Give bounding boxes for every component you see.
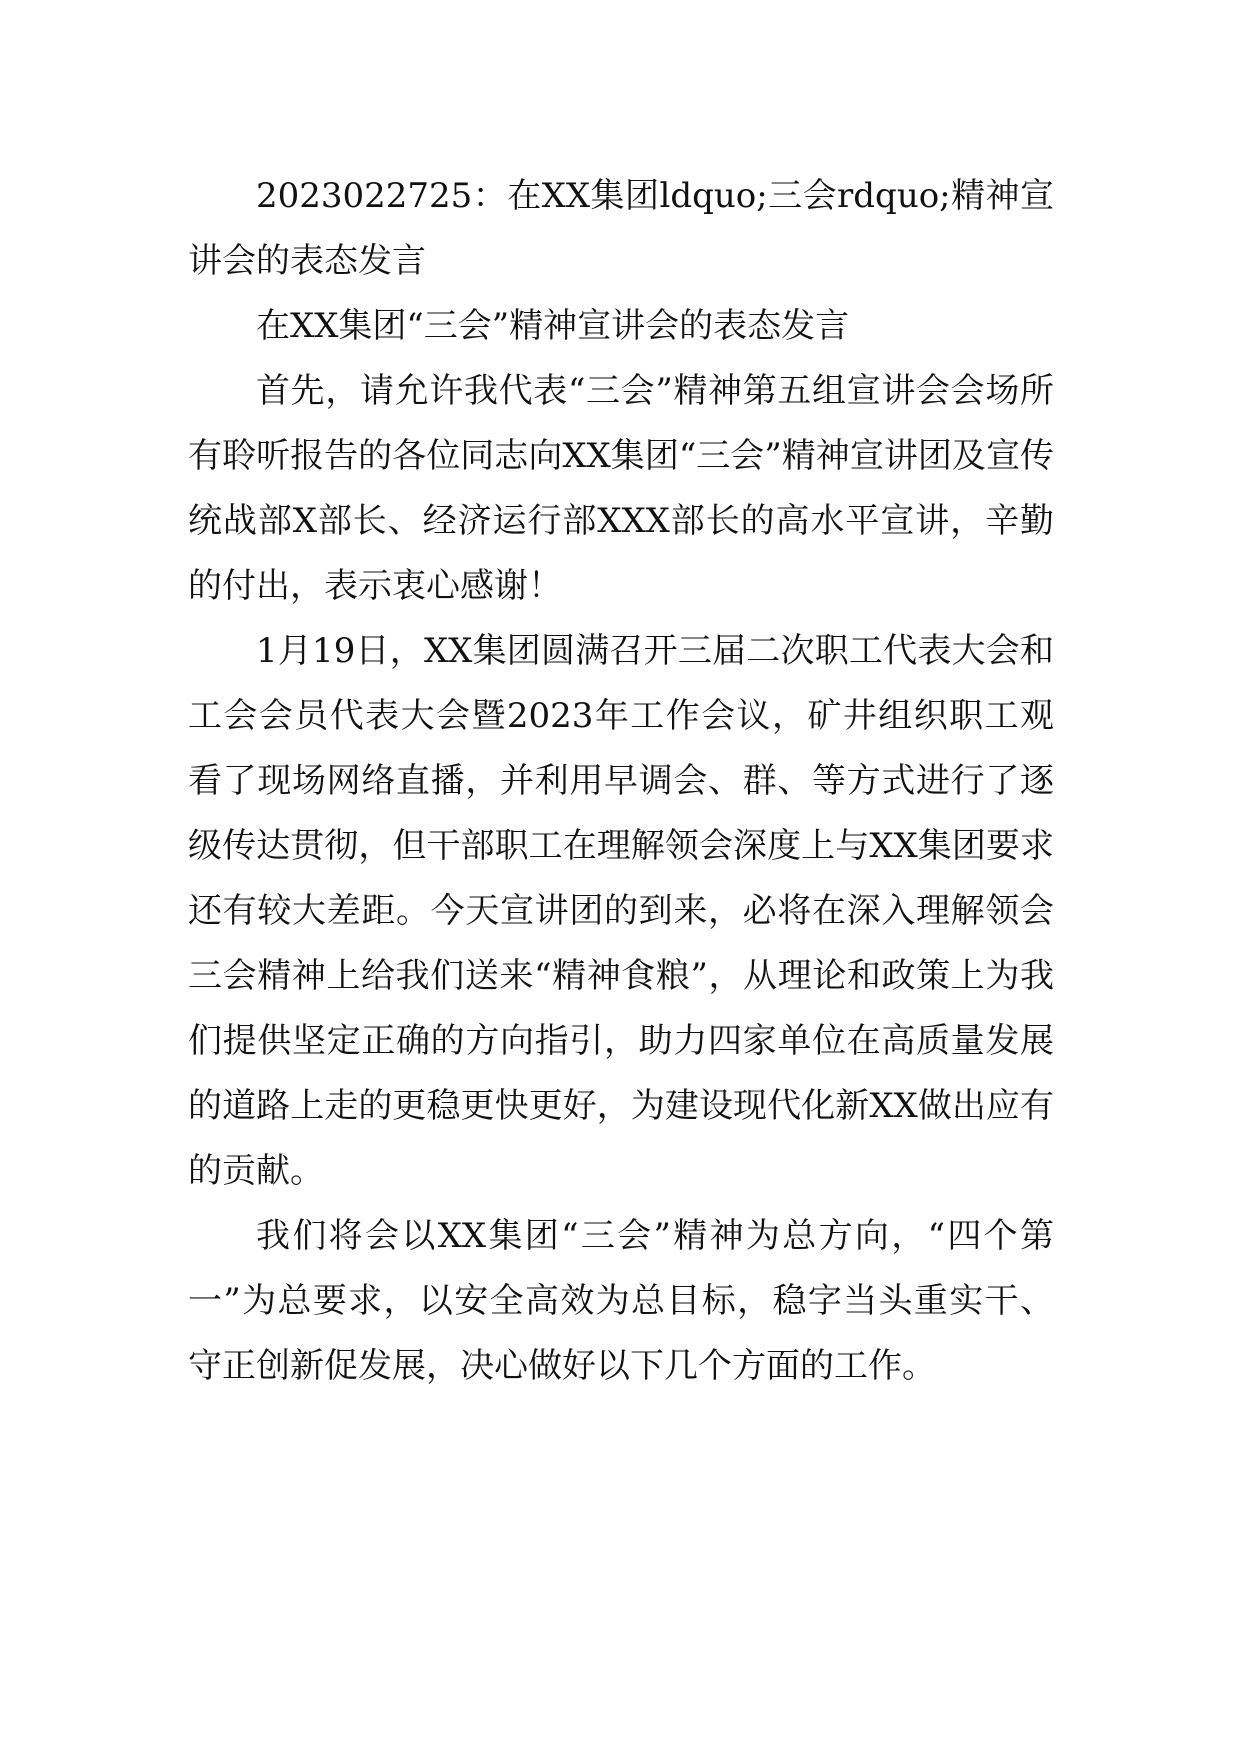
paragraph-meeting: 1月19日，XX集团圆满召开三届二次职工代表大会和工会会员代表大会暨2023年工作会议，矿井组织职工观看了现场网络直播，并利用早调会、群、等方式进行了逐级传达贯彻，但干部职工在理解领会深度上与XX集团要求还有较大差距。今天宣讲团的到来，必将在深入理解领会三会精神上给我们送来“精神食粮”，从理论和政策上为我们提供坚定正确的方向指引，助力四家单位在高质量发展的道路上走的更稳更快更好，为建设现代化新XX做出应有的贡献。 — [188, 631, 1054, 1191]
document-heading-line: 2023022725：在XX集团ldquo;三会rdquo;精神宣讲会的表态发言 — [188, 176, 1054, 281]
document-title: 在XX集团“三会”精神宣讲会的表态发言 — [256, 306, 850, 346]
paragraph-thanks: 首先，请允许我代表“三会”精神第五组宣讲会会场所有聆听报告的各位同志向XX集团“三会”精神宣讲团及宣传统战部X部长、经济运行部XXX部长的高水平宣讲，辛勤的付出，表示衷心感谢！ — [188, 371, 1054, 606]
paragraph-commitment: 我们将会以XX集团“三会”精神为总方向，“四个第一”为总要求，以安全高效为总目标，稳字当头重实干、守正创新促发展，决心做好以下几个方面的工作。 — [188, 1216, 1054, 1386]
document-body — [188, 164, 1054, 1399]
